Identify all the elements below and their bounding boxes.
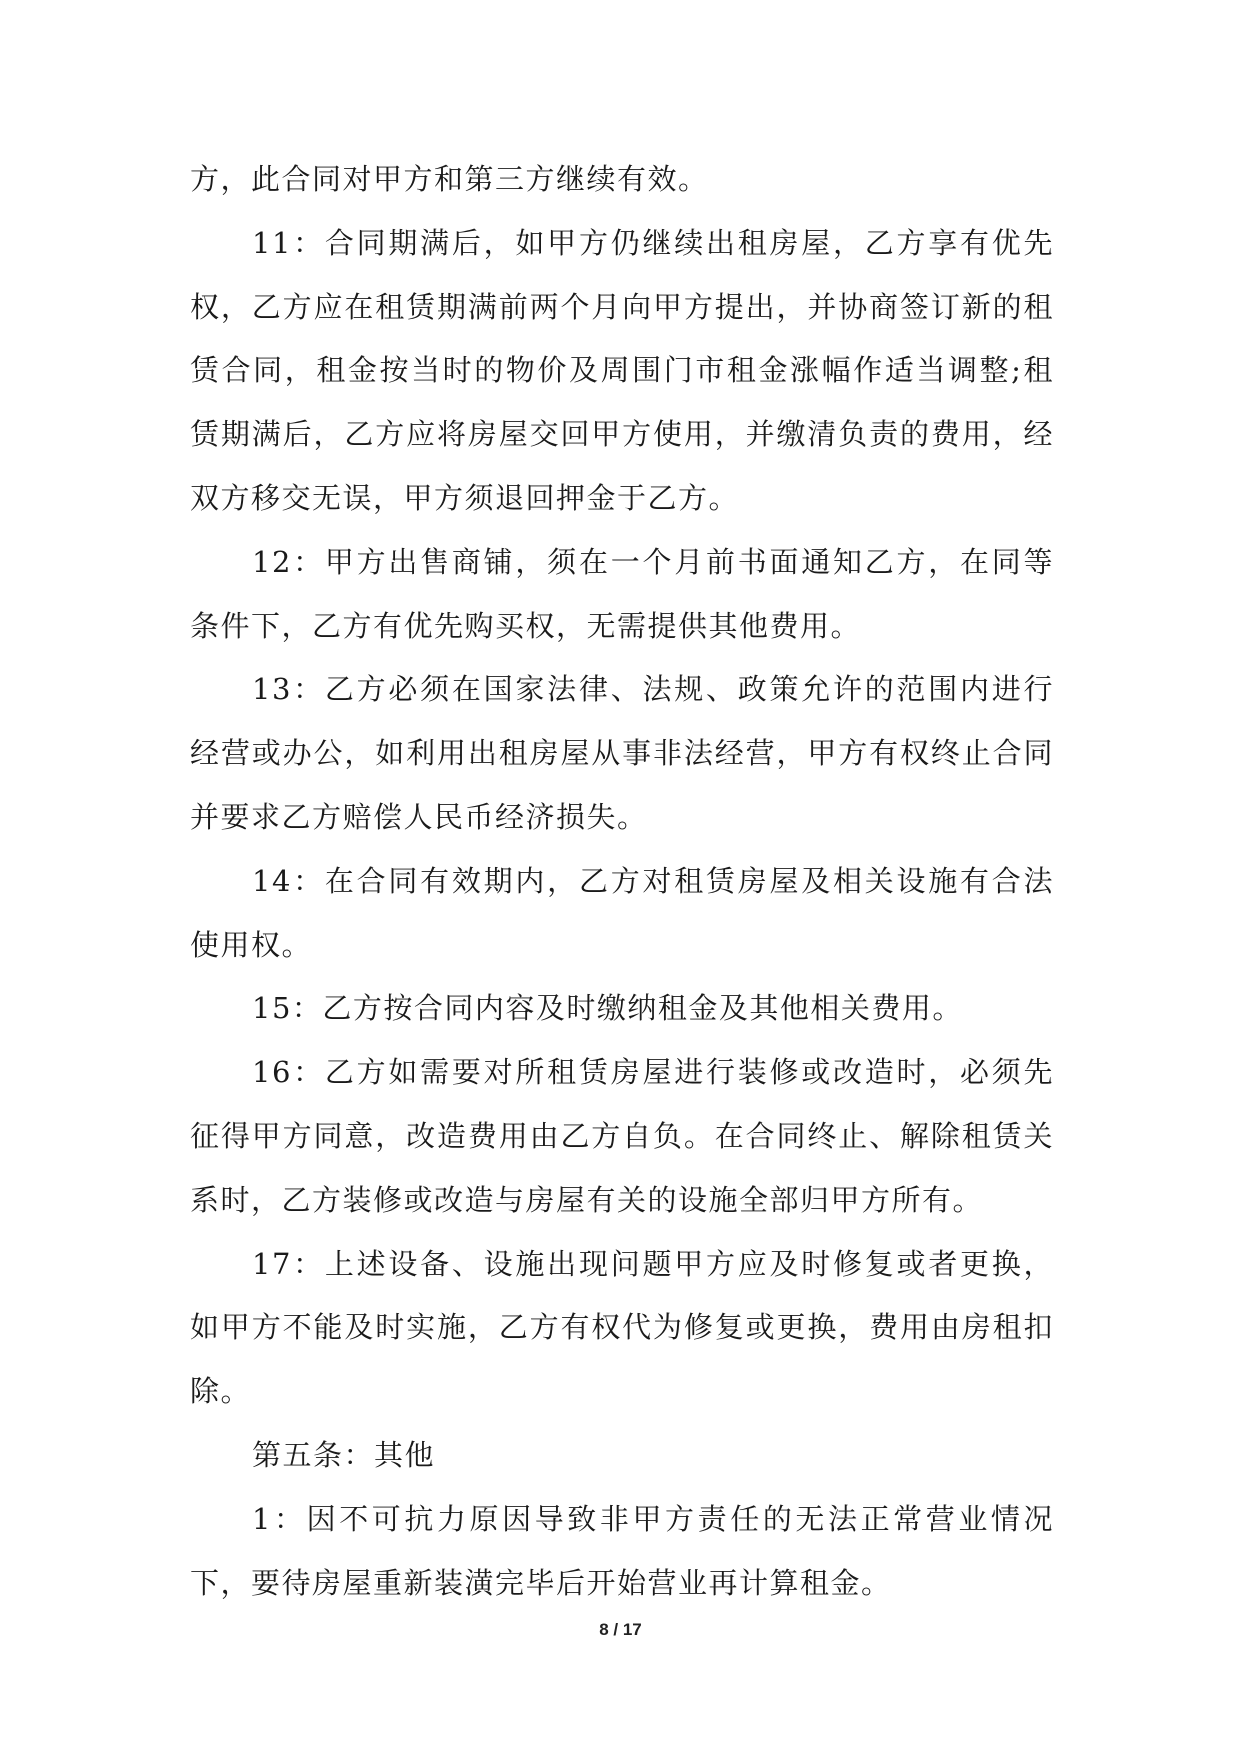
document-body [190,148,1054,1615]
paragraph-clause-15: 15：乙方按合同内容及时缴纳租金及其他相关费用。 [252,991,963,1026]
paragraph-clause-14: 14：在合同有效期内，乙方对租赁房屋及相关设施有合法使用权。 [190,863,1054,962]
paragraph-clause-13: 13：乙方必须在国家法律、法规、政策允许的范围内进行经营或办公，如利用出租房屋从事非法经营，甲方有权终止合同并要求乙方赔偿人民币经济损失。 [190,672,1054,834]
paragraph-clause-11: 11：合同期满后，如甲方仍继续出租房屋，乙方享有优先权，乙方应在租赁期满前两个月向甲方提出，并协商签订新的租赁合同，租金按当时的物价及周围门市租金涨幅作适当调整;租赁期满后，乙方应将房屋交回甲方使用，并缴清负责的费用，经双方移交无误，甲方须退回押金于乙方。 [190,225,1054,515]
paragraph-clause-17: 17：上述设备、设施出现问题甲方应及时修复或者更换，如甲方不能及时实施，乙方有权代为修复或更换，费用由房租扣除。 [190,1246,1054,1409]
paragraph-clause-12: 12：甲方出售商铺，须在一个月前书面通知乙方，在同等条件下，乙方有优先购买权，无需提供其他费用。 [190,544,1054,643]
paragraph-article-5-clause-1: 1：因不可抗力原因导致非甲方责任的无法正常营业情况下，要待房屋重新装潢完毕后开始营业再计算租金。 [190,1501,1054,1600]
section-heading-article-5: 第五条：其他 [252,1437,436,1472]
page-number: 8 / 17 [599,1620,642,1639]
paragraph-continuation: 方，此合同对甲方和第三方继续有效。 [190,162,709,196]
paragraph-clause-16: 16：乙方如需要对所租赁房屋进行装修或改造时，必须先征得甲方同意，改造费用由乙方自负。在合同终止、解除租赁关系时，乙方装修或改造与房屋有关的设施全部归甲方所有。 [190,1055,1054,1217]
